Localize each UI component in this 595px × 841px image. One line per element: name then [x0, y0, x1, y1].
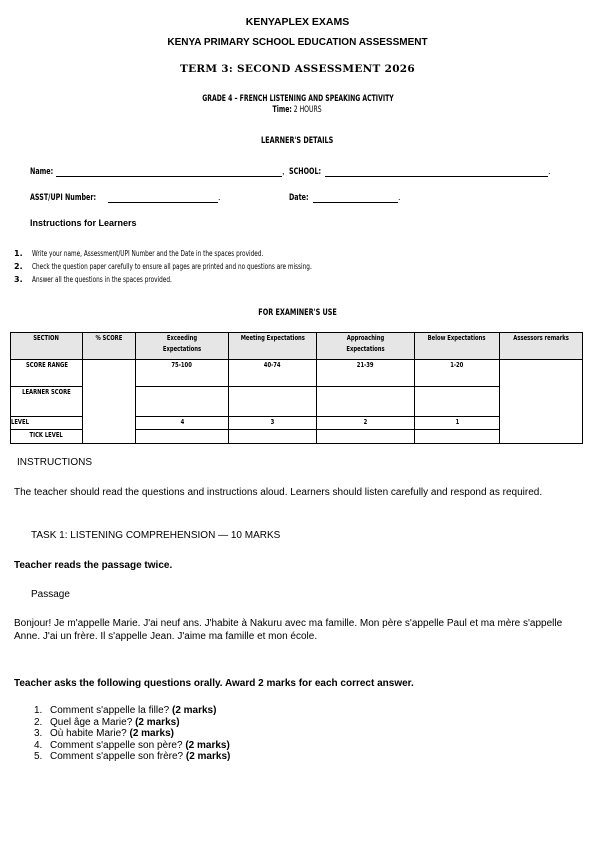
table-cell[interactable] — [317, 430, 415, 444]
table-cell: 1-20 — [415, 360, 500, 387]
table-cell[interactable] — [317, 387, 415, 417]
question-item: 1. Comment s'appelle la fille? (2 marks) — [34, 705, 217, 716]
passage-text: Bonjour! Je m'appelle Marie. J'ai neuf ans. J'habite à Nakuru avec ma famille. Mon père s'appelle Paul et ma mère s'appelle Anne. J'ai un frère. Il s'appelle Jean. J'aime ma famille et mon école. — [14, 618, 563, 642]
learner-details-text: LEARNER'S DETAILS — [261, 136, 334, 146]
org-title: KENYAPLEX EXAMS — [245, 16, 350, 28]
instruction-num: 2. — [14, 262, 23, 271]
asst-label — [30, 193, 118, 203]
time-label: Time: — [272, 105, 293, 115]
teacher-reads-instruction: Teacher reads the passage twice. — [14, 560, 173, 571]
instruction-item — [14, 262, 421, 271]
row-label: SCORE RANGE — [11, 360, 83, 387]
examiner-use-text: FOR EXAMINER'S USE — [258, 308, 337, 318]
date-input-line[interactable] — [313, 202, 398, 203]
assessors-remarks-cell[interactable] — [500, 360, 583, 444]
table-cell: 75-100 — [136, 360, 229, 387]
header-cell: Assessors remarks — [500, 333, 583, 360]
row-label: TICK LEVEL — [11, 430, 83, 444]
table-cell: 40-74 — [229, 360, 317, 387]
header-cell: Meeting Expectations — [229, 333, 317, 360]
header-cell: % SCORE — [83, 333, 136, 360]
asst-label-text: ASST/UPI Number: — [30, 193, 97, 203]
time-line — [0, 104, 595, 115]
instruction-text: Write your name, Assessment/UPI Number and the Date in the spaces provided. — [32, 249, 264, 258]
examiner-score-table — [10, 332, 583, 444]
row-label: LEARNER SCORE — [11, 387, 83, 417]
asst-input-line[interactable] — [108, 202, 218, 203]
table-cell[interactable] — [136, 387, 229, 417]
table-cell[interactable] — [229, 430, 317, 444]
row-label: LEVEL — [11, 417, 83, 430]
percent-score-cell[interactable] — [83, 360, 136, 444]
name-line-dot: , — [282, 166, 285, 176]
instructions-title: Instructions for Learners — [30, 218, 137, 228]
table-header-row — [11, 333, 583, 360]
question-item: 2. Quel âge a Marie? (2 marks) — [34, 716, 180, 728]
question-item: 3. Où habite Marie? (2 marks) — [34, 728, 174, 740]
name-input-line[interactable] — [56, 176, 282, 177]
teacher-asks-instruction: Teacher asks the following questions orally. Award 2 marks for each correct answer. — [14, 678, 414, 689]
header-cell: SECTION — [11, 333, 83, 360]
instruction-text: Check the question paper carefully to ensure all pages are printed and no questions are missing. — [32, 262, 312, 271]
instruction-item — [14, 275, 226, 284]
passage-label: Passage — [31, 589, 70, 600]
term-title: TERM 3: SECOND ASSESSMENT 2026 — [179, 63, 416, 75]
date-label-text: Date: — [289, 193, 309, 203]
question-item: 4. Comment s'appelle son père? (2 marks) — [34, 739, 230, 751]
table-cell: 1 — [415, 417, 500, 430]
date-label — [289, 193, 315, 203]
school-line-dot: . — [548, 166, 551, 176]
question-item: 5. Comment s'appelle son frère? (2 marks) — [34, 751, 231, 763]
question-list — [34, 705, 230, 763]
table-cell[interactable] — [136, 430, 229, 444]
table-cell: 3 — [229, 417, 317, 430]
instruction-item — [14, 249, 353, 258]
table-cell: 21-39 — [317, 360, 415, 387]
table-cell[interactable] — [229, 387, 317, 417]
time-line-text — [273, 105, 322, 115]
name-label-text: Name: — [30, 167, 54, 177]
school-label-text: SCHOOL: — [289, 167, 322, 177]
learner-details-title — [0, 135, 595, 146]
assessment-title: KENYA PRIMARY SCHOOL EDUCATION ASSESSMENT — [167, 37, 428, 48]
header-cell: Exceeding Expectations — [136, 333, 229, 360]
task-heading: TASK 1: LISTENING COMPREHENSION — 10 MARKS — [31, 530, 281, 541]
activity-title — [0, 93, 595, 104]
header-cell: Below Expectations — [415, 333, 500, 360]
instruction-text: Answer all the questions in the spaces provided. — [32, 275, 172, 284]
asst-line-dot: . — [218, 192, 221, 202]
header-cell: Approaching Expectations — [317, 333, 415, 360]
table-cell: 2 — [317, 417, 415, 430]
examiner-use-title — [0, 307, 595, 318]
instruction-num: 3. — [14, 275, 23, 284]
table-cell: 4 — [136, 417, 229, 430]
activity-title-text: GRADE 4 – FRENCH LISTENING AND SPEAKING ACTIVITY — [201, 94, 394, 104]
time-value: 2 HOURS — [294, 105, 323, 115]
instruction-num: 1. — [14, 249, 23, 258]
intro-paragraph: The teacher should read the questions and instructions aloud. Learners should listen carefully and respond as required. — [14, 487, 543, 498]
table-cell[interactable] — [415, 387, 500, 417]
table-cell[interactable] — [415, 430, 500, 444]
instructions-heading: INSTRUCTIONS — [17, 457, 92, 468]
school-input-line[interactable] — [325, 176, 548, 177]
date-line-dot: . — [398, 192, 401, 202]
score-range-row — [11, 360, 583, 387]
